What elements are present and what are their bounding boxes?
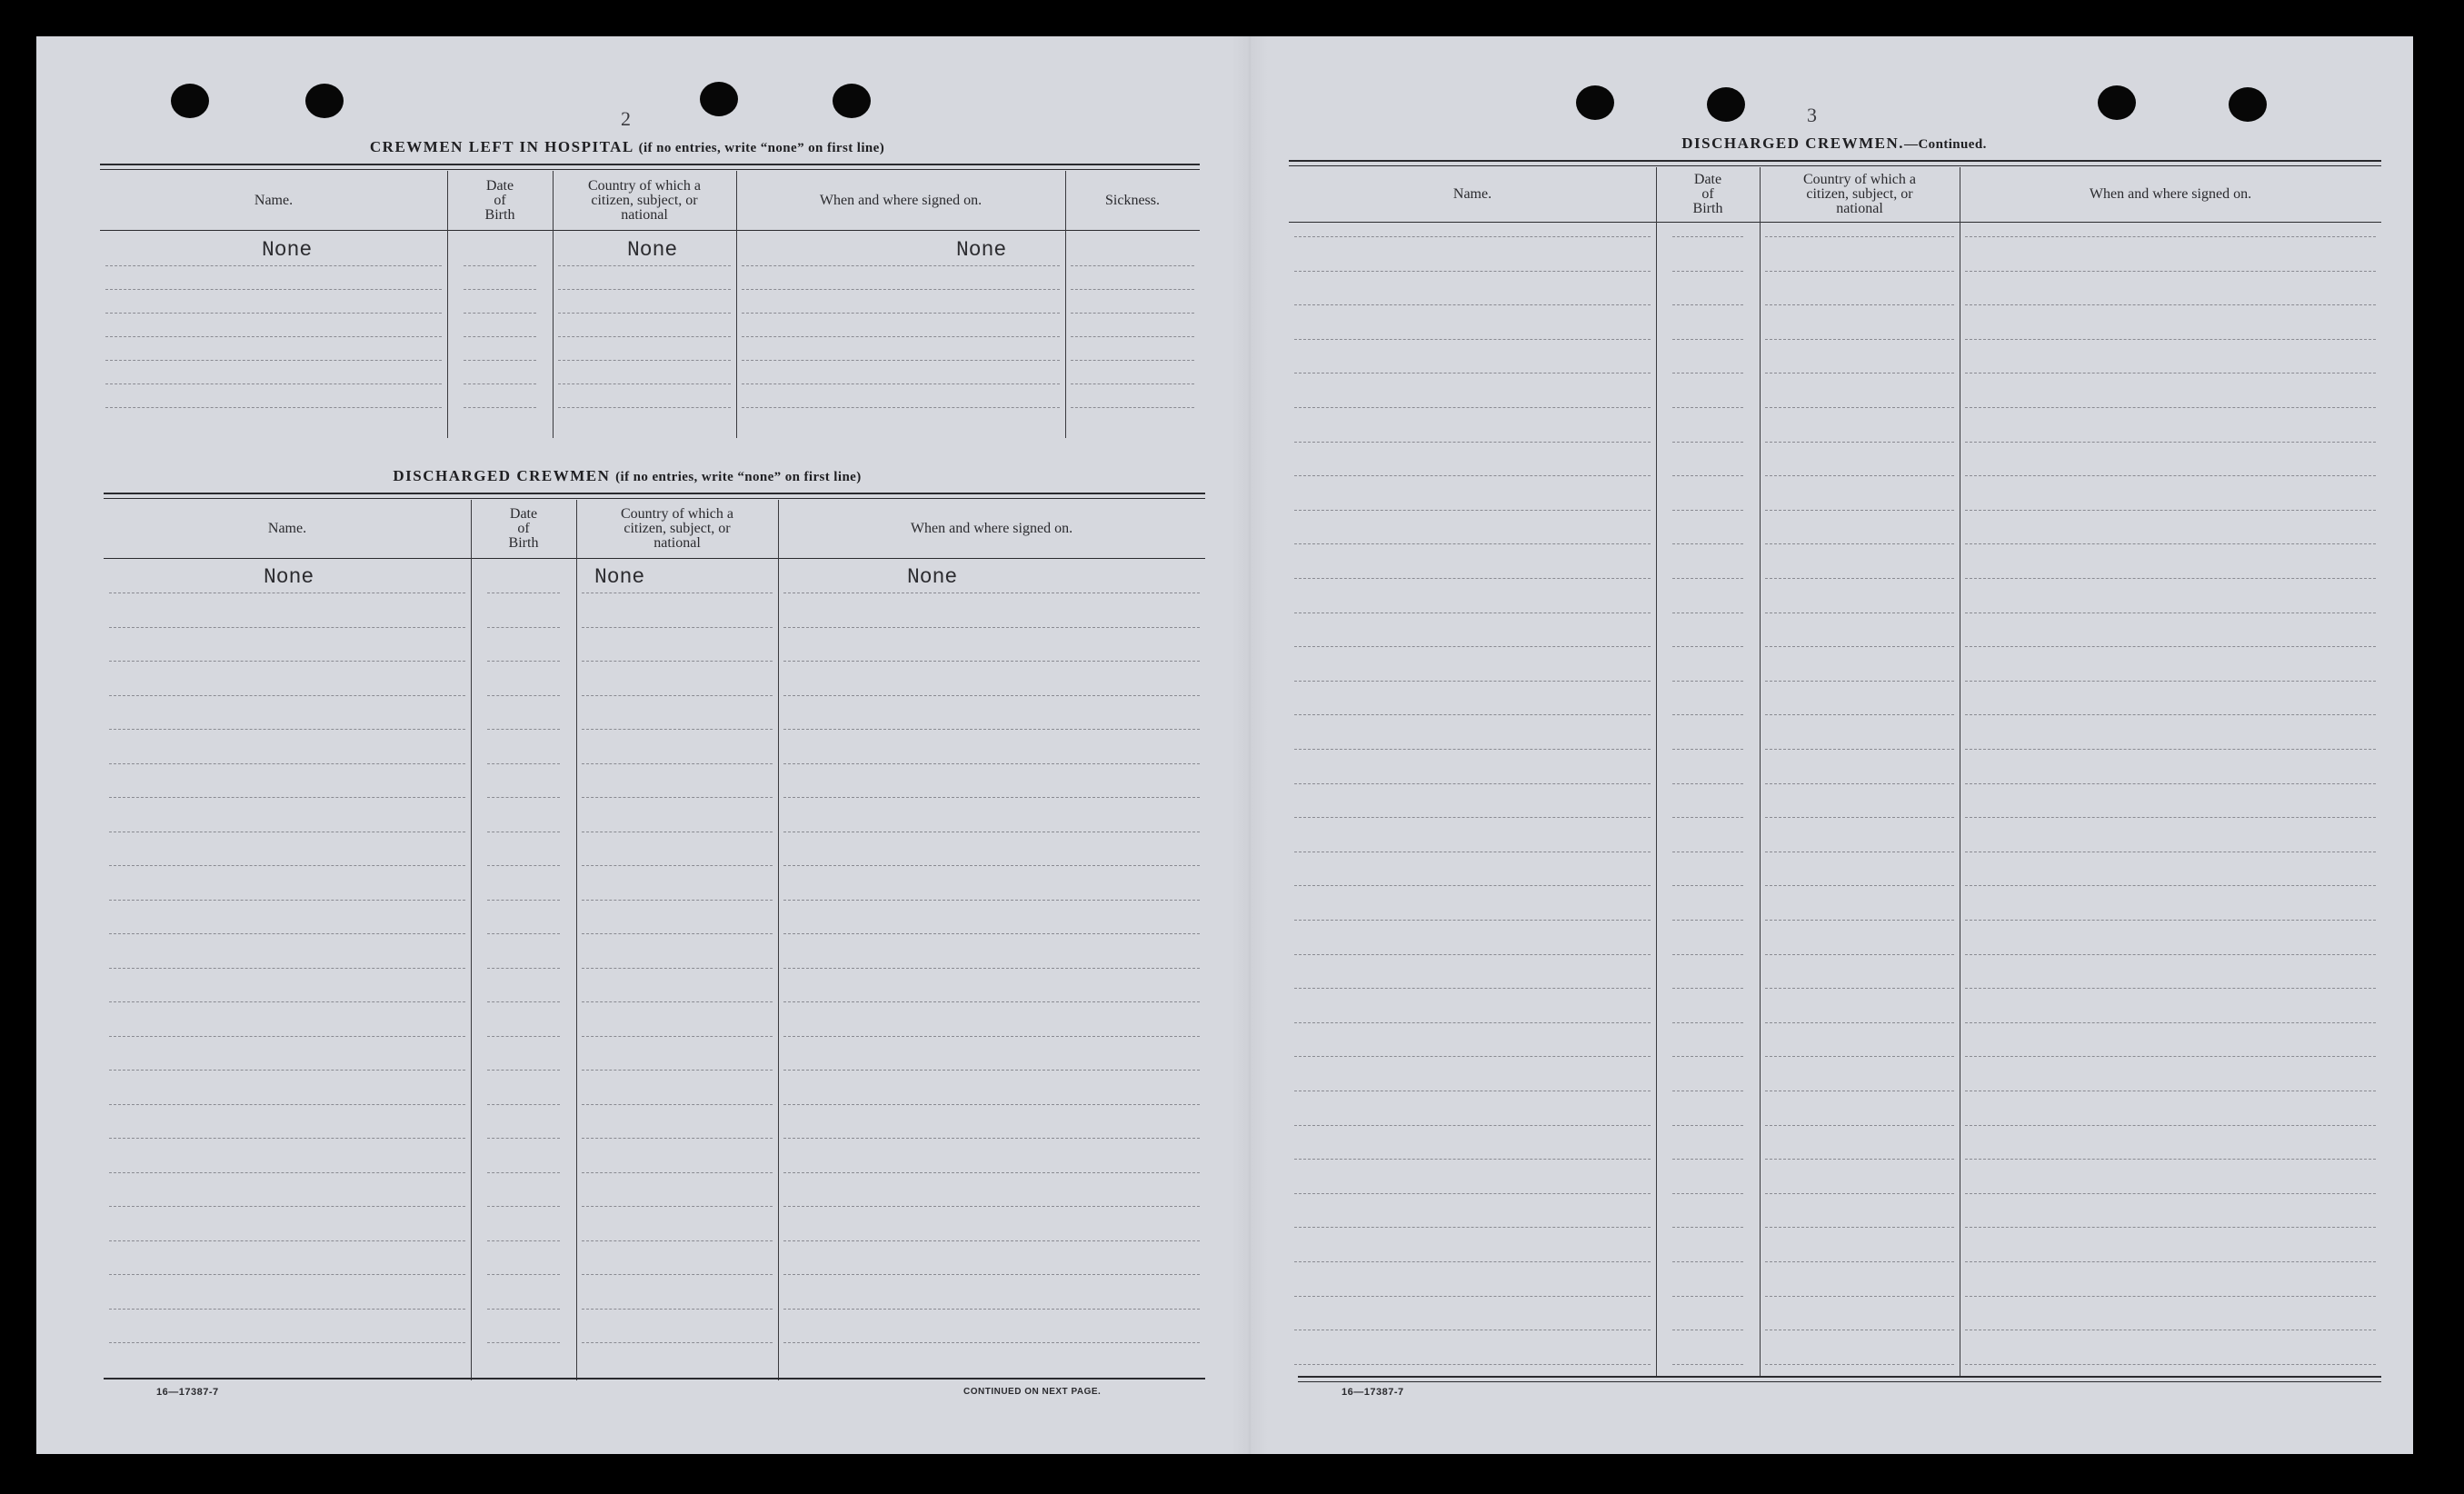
discharged-entry-line bbox=[783, 1342, 1200, 1343]
discharged-entry-line bbox=[582, 627, 773, 628]
discharged-entry-line bbox=[109, 729, 465, 730]
discharged-entry-line bbox=[582, 1274, 773, 1275]
document-sheet bbox=[36, 36, 2413, 1454]
continued-entry-line bbox=[1965, 442, 2376, 443]
continued-entry-line bbox=[1294, 1227, 1651, 1228]
discharged-entry-line bbox=[783, 797, 1200, 798]
discharged-entry-line bbox=[582, 1138, 773, 1139]
continued-entry-line bbox=[1672, 475, 1743, 476]
discharged-entry-line bbox=[487, 1001, 560, 1002]
continued-entry-line bbox=[1294, 988, 1651, 989]
discharged-header-signed-on: When and where signed on. bbox=[910, 521, 1073, 536]
continued-title-text: DISCHARGED CREWMEN. bbox=[1681, 134, 1905, 152]
hospital-title-note: (if no entries, write “none” on first line) bbox=[638, 141, 885, 155]
discharged-table bbox=[104, 493, 1205, 1380]
continued-entry-line bbox=[1672, 543, 1743, 544]
continued-entry-line bbox=[1765, 1296, 1954, 1297]
discharged-entry-line bbox=[582, 1172, 773, 1173]
discharged-entry-line bbox=[109, 1070, 465, 1071]
discharged-entry-line bbox=[783, 1206, 1200, 1207]
discharged-entry-line bbox=[487, 1342, 560, 1343]
discharged-entry-line bbox=[109, 797, 465, 798]
discharged-entry-line bbox=[783, 763, 1200, 764]
continued-entry-line bbox=[1765, 920, 1954, 921]
continued-entry-line bbox=[1965, 1261, 2376, 1262]
continued-entry-line bbox=[1765, 543, 1954, 544]
discharged-entry-line bbox=[109, 968, 465, 969]
continued-entry-line bbox=[1965, 1227, 2376, 1228]
discharged-entry-line bbox=[783, 1240, 1200, 1241]
discharged-entry-signed_on: None bbox=[907, 565, 958, 589]
continued-entry-line bbox=[1965, 236, 2376, 237]
discharged-entry-line bbox=[783, 695, 1200, 696]
hospital-entry-line bbox=[558, 360, 731, 361]
hospital-header-signed-on: When and where signed on. bbox=[819, 192, 983, 208]
continued-entry-line bbox=[1672, 339, 1743, 340]
discharged-entry-line bbox=[783, 627, 1200, 628]
continued-entry-line bbox=[1965, 578, 2376, 579]
continued-entry-line bbox=[1294, 510, 1651, 511]
continued-entry-line bbox=[1672, 988, 1743, 989]
continued-entry-line bbox=[1765, 475, 1954, 476]
hospital-entry-line bbox=[558, 407, 731, 408]
continued-entry-line bbox=[1765, 714, 1954, 715]
discharged-entry-line bbox=[487, 661, 560, 662]
continued-entry-line bbox=[1672, 885, 1743, 886]
hospital-entry-line bbox=[464, 407, 536, 408]
continued-entry-line bbox=[1965, 271, 2376, 272]
discharged-entry-line bbox=[582, 797, 773, 798]
continued-entry-line bbox=[1965, 339, 2376, 340]
right-form-number: 16—17387-7 bbox=[1342, 1387, 1404, 1398]
hospital-entry-line bbox=[742, 383, 1060, 384]
hospital-header-country: Country of which a citizen, subject, or national bbox=[588, 177, 701, 223]
continued-entry-line bbox=[1672, 304, 1743, 305]
discharged-entry-line bbox=[109, 1138, 465, 1139]
right-bottom-rule bbox=[1298, 1376, 2381, 1378]
discharged-entry-line bbox=[582, 763, 773, 764]
continued-entry-line bbox=[1765, 236, 1954, 237]
continued-column-divider bbox=[1760, 167, 1761, 1378]
discharged-entry-line bbox=[487, 1172, 560, 1173]
continued-entry-line bbox=[1672, 1296, 1743, 1297]
continued-entry-line bbox=[1965, 714, 2376, 715]
continued-entry-line bbox=[1965, 920, 2376, 921]
continued-entry-line bbox=[1965, 1364, 2376, 1365]
discharged-entry-line bbox=[487, 900, 560, 901]
discharged-entry-line bbox=[582, 1104, 773, 1105]
hospital-header-name: Name. bbox=[254, 192, 294, 208]
discharged-column-divider bbox=[471, 500, 472, 1380]
continued-entry-line bbox=[1294, 1364, 1651, 1365]
hospital-entry-line bbox=[464, 313, 536, 314]
punch-hole bbox=[833, 84, 871, 118]
continued-entry-line bbox=[1294, 442, 1651, 443]
continued-entry-line bbox=[1965, 373, 2376, 374]
continued-entry-line bbox=[1965, 646, 2376, 647]
punch-hole bbox=[2098, 85, 2136, 120]
discharged-entry-line bbox=[487, 968, 560, 969]
discharged-entry-line bbox=[783, 865, 1200, 866]
continued-entry-line bbox=[1965, 954, 2376, 955]
discharged-entry-line bbox=[109, 865, 465, 866]
discharged-entry-line bbox=[783, 968, 1200, 969]
discharged-entry-line bbox=[487, 1274, 560, 1275]
continued-entry-line bbox=[1294, 646, 1651, 647]
discharged-entry-line bbox=[487, 1070, 560, 1071]
continued-entry-line bbox=[1765, 373, 1954, 374]
discharged-entry-line bbox=[582, 1206, 773, 1207]
discharged-entry-line bbox=[109, 1274, 465, 1275]
continued-entry-line bbox=[1672, 783, 1743, 784]
continued-entry-line bbox=[1965, 407, 2376, 408]
discharged-header-dob: Date of Birth bbox=[508, 506, 539, 551]
continued-note: CONTINUED ON NEXT PAGE. bbox=[963, 1387, 1102, 1397]
continued-entry-line bbox=[1765, 271, 1954, 272]
discharged-entry-line bbox=[783, 1172, 1200, 1173]
hospital-entry-line bbox=[558, 383, 731, 384]
punch-hole bbox=[1707, 87, 1745, 122]
discharged-entry-line bbox=[109, 695, 465, 696]
discharged-entry-line bbox=[582, 1309, 773, 1310]
discharged-entry-line bbox=[487, 1240, 560, 1241]
hospital-entry-line bbox=[105, 360, 442, 361]
punch-hole bbox=[700, 82, 738, 116]
discharged-entry-line bbox=[783, 1104, 1200, 1105]
punch-hole bbox=[2229, 87, 2267, 122]
hospital-entry-name: None bbox=[262, 238, 313, 262]
continued-entry-line bbox=[1765, 1227, 1954, 1228]
hospital-entry-line bbox=[1071, 383, 1194, 384]
hospital-entry-line bbox=[742, 407, 1060, 408]
hospital-entry-line bbox=[1071, 360, 1194, 361]
page-number-right: 3 bbox=[1807, 104, 1817, 126]
continued-entry-line bbox=[1965, 681, 2376, 682]
discharged-entry-line bbox=[109, 1001, 465, 1002]
discharged-entry-line bbox=[582, 1001, 773, 1002]
continued-entry-line bbox=[1294, 339, 1651, 340]
hospital-entry-line bbox=[464, 336, 536, 337]
hospital-entry-line bbox=[558, 265, 731, 266]
continued-column-divider bbox=[1656, 167, 1657, 1378]
discharged-header-name: Name. bbox=[267, 521, 307, 536]
hospital-header-dob: Date of Birth bbox=[484, 177, 515, 223]
continued-entry-line bbox=[1672, 1364, 1743, 1365]
continued-entry-line bbox=[1672, 1227, 1743, 1228]
hospital-entry-line bbox=[1071, 313, 1194, 314]
discharged-entry-line bbox=[487, 1309, 560, 1310]
discharged-entry-line bbox=[487, 865, 560, 866]
continued-header-country: Country of which a citizen, subject, or national bbox=[1803, 172, 1916, 216]
discharged-entry-line bbox=[109, 1172, 465, 1173]
left-bottom-rule bbox=[104, 1378, 1205, 1379]
continued-entry-line bbox=[1672, 1022, 1743, 1023]
discharged-entry-line bbox=[487, 1036, 560, 1037]
continued-entry-line bbox=[1294, 304, 1651, 305]
discharged-entry-line bbox=[783, 1001, 1200, 1002]
continued-entry-line bbox=[1672, 920, 1743, 921]
hospital-entry-line bbox=[1071, 289, 1194, 290]
continued-entry-line bbox=[1672, 1159, 1743, 1160]
hospital-entry-line bbox=[1071, 407, 1194, 408]
hospital-entry-line bbox=[105, 265, 442, 266]
continued-entry-line bbox=[1294, 1022, 1651, 1023]
continued-entry-line bbox=[1672, 236, 1743, 237]
hospital-entry-line bbox=[105, 407, 442, 408]
continued-entry-line bbox=[1765, 646, 1954, 647]
continued-entry-line bbox=[1965, 749, 2376, 750]
continued-entry-line bbox=[1672, 954, 1743, 955]
discharged-entry-line bbox=[582, 1240, 773, 1241]
continued-entry-line bbox=[1672, 510, 1743, 511]
hospital-header-sickness: Sickness. bbox=[1105, 192, 1160, 208]
continued-entry-line bbox=[1765, 988, 1954, 989]
discharged-entry-name: None bbox=[264, 565, 314, 589]
discharged-entry-line bbox=[109, 661, 465, 662]
continued-entry-line bbox=[1765, 885, 1954, 886]
discharged-entry-line bbox=[783, 1309, 1200, 1310]
discharged-entry-line bbox=[582, 1070, 773, 1071]
continued-entry-line bbox=[1965, 1056, 2376, 1057]
continued-entry-line bbox=[1294, 578, 1651, 579]
continued-entry-line bbox=[1965, 885, 2376, 886]
hospital-entry-line bbox=[105, 336, 442, 337]
discharged-entry-country: None bbox=[594, 565, 645, 589]
punch-hole bbox=[1576, 85, 1614, 120]
hospital-title-text: CREWMEN LEFT IN HOSPITAL bbox=[369, 138, 633, 155]
discharged-entry-line bbox=[487, 933, 560, 934]
center-fold bbox=[1232, 36, 1268, 1454]
continued-entry-line bbox=[1965, 783, 2376, 784]
discharged-column-divider bbox=[778, 500, 779, 1380]
continued-entry-line bbox=[1765, 1193, 1954, 1194]
discharged-entry-line bbox=[487, 729, 560, 730]
continued-entry-line bbox=[1765, 1261, 1954, 1262]
continued-entry-line bbox=[1294, 885, 1651, 886]
hospital-entry-country: None bbox=[627, 238, 678, 262]
discharged-entry-line bbox=[487, 1206, 560, 1207]
continued-entry-line bbox=[1294, 783, 1651, 784]
discharged-entry-line bbox=[487, 797, 560, 798]
continued-title-note: —Continued. bbox=[1904, 137, 1987, 152]
left-form-number: 16—17387-7 bbox=[156, 1387, 219, 1398]
continued-entry-line bbox=[1294, 236, 1651, 237]
continued-entry-line bbox=[1765, 954, 1954, 955]
punch-hole bbox=[305, 84, 344, 118]
hospital-entry-line bbox=[1071, 265, 1194, 266]
continued-entry-line bbox=[1765, 1125, 1954, 1126]
continued-entry-line bbox=[1965, 304, 2376, 305]
continued-entry-line bbox=[1672, 1056, 1743, 1057]
hospital-entry-line bbox=[742, 360, 1060, 361]
continued-entry-line bbox=[1294, 1056, 1651, 1057]
discharged-entry-line bbox=[582, 1036, 773, 1037]
continued-entry-line bbox=[1672, 749, 1743, 750]
hospital-entry-signed_on: None bbox=[956, 238, 1007, 262]
continued-entry-line bbox=[1765, 1022, 1954, 1023]
discharged-entry-line bbox=[582, 1342, 773, 1343]
continued-entry-line bbox=[1672, 1193, 1743, 1194]
continued-entry-line bbox=[1965, 1125, 2376, 1126]
discharged-entry-line bbox=[109, 1104, 465, 1105]
discharged-entry-line bbox=[487, 1138, 560, 1139]
discharged-entry-line bbox=[109, 900, 465, 901]
discharged-entry-line bbox=[582, 865, 773, 866]
continued-entry-line bbox=[1965, 1296, 2376, 1297]
hospital-entry-line bbox=[105, 383, 442, 384]
hospital-entry-line bbox=[742, 336, 1060, 337]
hospital-entry-line bbox=[464, 360, 536, 361]
discharged-entry-line bbox=[109, 627, 465, 628]
continued-entry-line bbox=[1765, 749, 1954, 750]
discharged-entry-line bbox=[109, 933, 465, 934]
continued-entry-line bbox=[1294, 681, 1651, 682]
continued-entry-line bbox=[1965, 475, 2376, 476]
continued-entry-line bbox=[1765, 1056, 1954, 1057]
continued-entry-line bbox=[1294, 817, 1651, 818]
continued-entry-line bbox=[1294, 1159, 1651, 1160]
hospital-entry-line bbox=[105, 313, 442, 314]
continued-entry-line bbox=[1294, 271, 1651, 272]
continued-entry-line bbox=[1965, 1022, 2376, 1023]
continued-entry-line bbox=[1294, 1296, 1651, 1297]
discharged-entry-line bbox=[582, 968, 773, 969]
discharged-entry-line bbox=[582, 729, 773, 730]
continued-entry-line bbox=[1765, 783, 1954, 784]
continued-entry-line bbox=[1765, 407, 1954, 408]
discharged-entry-line bbox=[109, 1240, 465, 1241]
discharged-entry-line bbox=[109, 1342, 465, 1343]
continued-entry-line bbox=[1672, 646, 1743, 647]
discharged-entry-line bbox=[109, 1036, 465, 1037]
continued-entry-line bbox=[1672, 714, 1743, 715]
discharged-entry-line bbox=[783, 933, 1200, 934]
continued-entry-line bbox=[1672, 407, 1743, 408]
continued-entry-line bbox=[1294, 407, 1651, 408]
discharged-column-divider bbox=[576, 500, 577, 1380]
right-bottom-rule-thin bbox=[1298, 1381, 2381, 1382]
discharged-entry-line bbox=[582, 933, 773, 934]
hospital-entry-line bbox=[558, 289, 731, 290]
continued-entry-line bbox=[1294, 749, 1651, 750]
continued-entry-line bbox=[1765, 1364, 1954, 1365]
continued-entry-line bbox=[1965, 510, 2376, 511]
discharged-entry-line bbox=[582, 900, 773, 901]
continued-entry-line bbox=[1765, 1159, 1954, 1160]
continued-entry-line bbox=[1672, 578, 1743, 579]
continued-entry-line bbox=[1765, 339, 1954, 340]
discharged-title-text: DISCHARGED CREWMEN bbox=[393, 467, 611, 484]
discharged-entry-line bbox=[783, 900, 1200, 901]
continued-entry-line bbox=[1965, 988, 2376, 989]
continued-entry-line bbox=[1672, 817, 1743, 818]
continued-header-dob: Date of Birth bbox=[1692, 172, 1723, 216]
continued-entry-line bbox=[1672, 373, 1743, 374]
continued-section-title bbox=[1289, 134, 2379, 153]
discharged-title-note: (if no entries, write “none” on first line) bbox=[615, 470, 862, 484]
continued-entry-line bbox=[1965, 1159, 2376, 1160]
continued-entry-line bbox=[1765, 510, 1954, 511]
continued-entry-line bbox=[1672, 1261, 1743, 1262]
continued-entry-line bbox=[1294, 543, 1651, 544]
hospital-entry-line bbox=[464, 265, 536, 266]
continued-entry-line bbox=[1965, 543, 2376, 544]
discharged-entry-line bbox=[582, 661, 773, 662]
hospital-entry-line bbox=[742, 313, 1060, 314]
punch-hole bbox=[171, 84, 209, 118]
hospital-entry-line bbox=[464, 289, 536, 290]
continued-entry-line bbox=[1965, 817, 2376, 818]
continued-entry-line bbox=[1672, 271, 1743, 272]
continued-entry-line bbox=[1765, 578, 1954, 579]
continued-entry-line bbox=[1672, 442, 1743, 443]
discharged-entry-line bbox=[487, 763, 560, 764]
hospital-entry-line bbox=[558, 336, 731, 337]
continued-entry-line bbox=[1294, 373, 1651, 374]
discharged-entry-line bbox=[783, 1070, 1200, 1071]
continued-table bbox=[1289, 160, 2381, 1378]
continued-entry-line bbox=[1765, 681, 1954, 682]
discharged-entry-line bbox=[487, 695, 560, 696]
continued-entry-line bbox=[1765, 304, 1954, 305]
hospital-entry-line bbox=[558, 313, 731, 314]
discharged-entry-line bbox=[783, 661, 1200, 662]
discharged-entry-line bbox=[783, 729, 1200, 730]
hospital-section-title bbox=[100, 138, 1154, 156]
continued-entry-line bbox=[1294, 475, 1651, 476]
discharged-section-title bbox=[100, 467, 1154, 485]
discharged-entry-line bbox=[109, 1309, 465, 1310]
continued-entry-line bbox=[1294, 1261, 1651, 1262]
discharged-entry-line bbox=[109, 1206, 465, 1207]
discharged-entry-line bbox=[783, 1138, 1200, 1139]
page-number-left: 2 bbox=[621, 107, 631, 130]
hospital-entry-line bbox=[742, 289, 1060, 290]
continued-entry-line bbox=[1294, 1125, 1651, 1126]
hospital-entry-line bbox=[742, 265, 1060, 266]
continued-entry-line bbox=[1294, 714, 1651, 715]
hospital-entry-line bbox=[1071, 336, 1194, 337]
continued-header-name: Name. bbox=[1452, 186, 1492, 202]
discharged-entry-line bbox=[487, 627, 560, 628]
continued-entry-line bbox=[1765, 817, 1954, 818]
discharged-entry-line bbox=[487, 1104, 560, 1105]
continued-entry-line bbox=[1294, 1193, 1651, 1194]
continued-entry-line bbox=[1294, 954, 1651, 955]
continued-header-signed-on: When and where signed on. bbox=[2089, 186, 2252, 202]
discharged-entry-line bbox=[582, 695, 773, 696]
discharged-header-country: Country of which a citizen, subject, or national bbox=[621, 506, 733, 551]
hospital-entry-line bbox=[105, 289, 442, 290]
discharged-entry-line bbox=[783, 1036, 1200, 1037]
continued-entry-line bbox=[1672, 1125, 1743, 1126]
discharged-entry-line bbox=[109, 763, 465, 764]
continued-entry-line bbox=[1965, 1193, 2376, 1194]
hospital-entry-line bbox=[464, 383, 536, 384]
hospital-table bbox=[100, 164, 1200, 438]
continued-entry-line bbox=[1672, 681, 1743, 682]
continued-entry-line bbox=[1294, 920, 1651, 921]
continued-entry-line bbox=[1765, 442, 1954, 443]
discharged-entry-line bbox=[783, 1274, 1200, 1275]
